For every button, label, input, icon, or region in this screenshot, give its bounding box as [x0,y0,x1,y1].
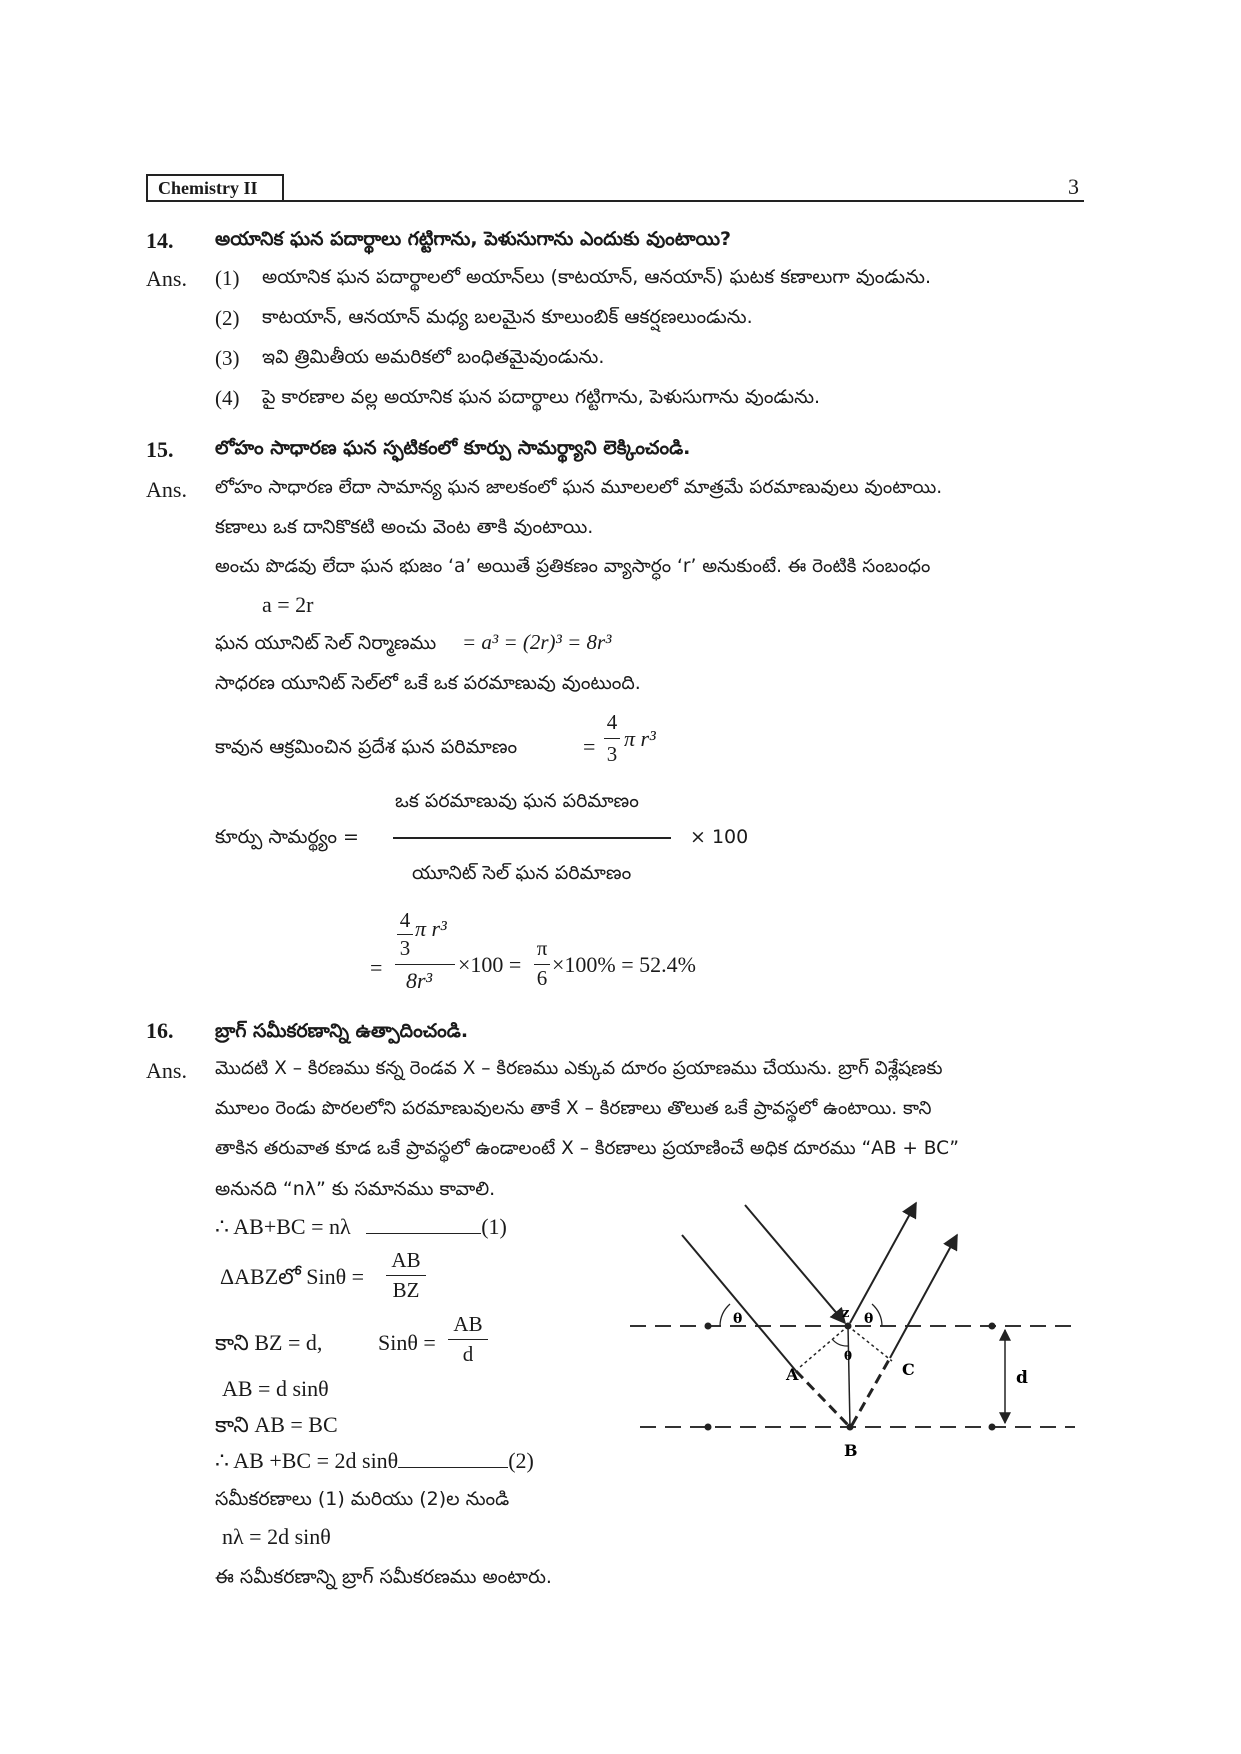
theta-arc-center [832,1339,848,1346]
q15-eq-a: a = 2r [262,592,314,617]
atom [705,1323,712,1330]
q14-point-3-text: ఇవి త్రిమితీయ అమరికలో బంధితమైవుండును. [262,346,605,368]
label-c: C [902,1360,915,1379]
incident-ray-2-dashed [796,1371,848,1425]
q16-sin2: Sinθ = [378,1330,436,1355]
q14-point-4-text: పై కారణాల వల్ల అయానిక ఘన పదార్థాలు గట్టిగాను, పెళుసుగాను వుండును. [262,386,821,408]
q15-pf-label: కూర్పు సామర్థ్యం = [215,826,359,848]
q15-pf-fraction-line [393,837,671,839]
atom [989,1323,996,1330]
q15-question: లోహం సాధారణ ఘన స్ఫటికంలో కూర్పు సామర్థ్యాని లెక్కించండి. [215,437,691,459]
q15-calc-eq: = [370,955,383,980]
q15-calc-six: 6 [536,966,548,990]
q15-calc-inner-num: 4 [399,908,411,932]
perp-za [800,1326,848,1367]
q16-bragg-equation: nλ = 2d sinθ [222,1524,331,1549]
q14-point-3-num: (3) [215,346,240,370]
incident-ray-1 [745,1205,845,1323]
reflected-ray-1 [850,1203,916,1323]
q15-calc-main-line [395,964,455,965]
theta-label-right: θ [864,1311,874,1327]
q15-volume-text: కావున ఆక్రమించిన ప్రదేశ ఘన పరిమాణం [215,736,518,758]
q16-tri-den: BZ [392,1278,420,1302]
reflected-ray-2-dashed [852,1358,890,1425]
q15-unit-cell-eq: = a³ = (2r)³ = 8r³ [462,630,612,654]
q16-eq2-tag: (2) [508,1448,534,1473]
q16-sin2-line [448,1339,488,1340]
q14-point-1-text: అయానిక ఘన పదార్థాలలో అయాన్‌లు (కాటయాన్, ఆనయాన్) ఘటక కణాలుగా వుండును. [262,266,932,288]
q16-kani-ab: కాని AB = BC [215,1412,338,1437]
q16-line-3: తాకిన తరువాత కూడ ఒకే ప్రావస్థలో ఉండాలంటే X – కిరణాలు ప్రయాణించే అధిక దూరము “AB + BC” [215,1138,959,1159]
theta-arc-right [872,1304,882,1326]
q16-sin2-den: d [462,1342,474,1366]
q16-final: ఈ సమీకరణాన్ని బ్రాగ్ సమీకరణము అంటారు. [215,1566,552,1588]
header-rule [284,200,1084,202]
q15-line-5: సాధరణ యూనిట్ సెల్‌లో ఒకే ఒక పరమాణువు వుంటుంది. [215,672,641,694]
q16-ans-label: Ans. [146,1058,187,1083]
header-subject-box [146,174,284,202]
q16-line-1: మొదటి X – కిరణము కన్న రెండవ X – కిరణము ఎక్కువ దూరం ప్రయాణము చేయును. బ్రాగ్ విశ్లేషణకు [215,1058,943,1079]
q16-eq2-blank [398,1449,508,1468]
q16-number: 16. [146,1018,174,1043]
q16-sin2-num: AB [453,1312,483,1336]
q16-line-2: మూలం రెండు పొరలలోని పరమాణువులను తాకే X – కిరణాలు తొలుత ఒకే ప్రావస్థలో ఉంటాయి. కాని [215,1098,932,1119]
q16-tri-num: AB [391,1248,421,1272]
header-subject: Chemistry II [158,178,258,198]
q16-eq1-blank [366,1215,481,1234]
q16-kani-bz: కాని BZ = d, [215,1330,323,1355]
q16-from-eq: సమీకరణాలు (1) మరియు (2)ల నుండి [215,1488,510,1510]
q16-eq1-tag: (1) [481,1214,507,1239]
q15-number: 15. [146,437,174,462]
label-z: z [842,1306,850,1321]
q15-calc-den: 8r³ [406,968,433,993]
q16-line-4: అనునది “nλ” కు సమానము కావాలి. [215,1178,496,1200]
q15-line-3: అంచు పొడవు లేదా ఘన భుజం ‘a’ అయితే ప్రతికణం వ్యాసార్ధం ‘r’ అనుకుంటే. ఈ రెంటికి సంబంధం [215,556,931,577]
q15-calc-pi: π [536,936,548,960]
q14-ans-label: Ans. [146,266,187,291]
atom [705,1424,712,1431]
q14-point-2-num: (2) [215,306,240,330]
reflected-ray-2 [890,1235,957,1358]
bragg-diagram [620,1175,1090,1465]
incident-ray-2 [682,1235,796,1371]
q16-eq1 [215,1214,507,1240]
q15-line-1: లోహం సాధారణ లేదా సామాన్య ఘన జాలకంలో ఘన మూలలలో మాత్రమే పరమాణువులు వుంటాయి. [215,477,943,498]
q15-calc-pi6-line [534,964,550,965]
theta-label-center: θ [844,1349,853,1363]
q15-volume-frac-line [604,738,620,739]
atom [989,1424,996,1431]
normal-zb [848,1326,850,1427]
q15-line-2: కణాలు ఒక దానికొకటి అంచు వెంట తాకి వుంటాయి. [215,516,594,538]
q15-volume-pi-r3: π r³ [624,726,656,751]
q16-eq1-text: ∴ AB+BC = nλ [215,1214,351,1239]
q15-calc-result: ×100% = 52.4% [552,952,696,977]
q14-number: 14. [146,228,174,253]
perp-zc [848,1326,892,1361]
q16-eq2 [215,1448,534,1474]
q16-eq2-text: ∴ AB +BC = 2d sinθ [215,1448,399,1473]
q16-question: బ్రాగ్ సమీకరణాన్ని ఉత్పాదించండి. [215,1020,469,1042]
q15-volume-frac-den: 3 [606,742,618,766]
q15-unit-cell-text: ఘన యూనిట్ సెల్ నిర్మాణము [215,632,437,654]
label-d: d [1016,1368,1028,1388]
q15-calc-times1: ×100 = [458,952,522,977]
q15-calc-inner-den: 3 [399,936,411,960]
q14-point-4-num: (4) [215,386,240,410]
q15-pf-times: × 100 [690,826,749,848]
q15-volume-eq: = [583,734,596,759]
q14-question: అయానిక ఘన పదార్థాలు గట్టిగాను, పెళుసుగాను ఎందుకు వుంటాయి? [215,228,732,250]
q15-pf-numerator: ఒక పరమాణువు ఘన పరిమాణం [395,790,639,812]
q15-calc-inner-line [397,934,413,935]
theta-label-left: θ [733,1311,743,1327]
label-b: B [844,1441,858,1460]
q15-calc-pi-r3: π r³ [415,916,447,941]
q14-point-2-text: కాటయాన్, ఆనయాన్ మధ్య బలమైన కూలుంబిక్ ఆకర్షణలుండును. [262,306,753,328]
theta-arc-left [720,1304,730,1326]
q15-ans-label: Ans. [146,477,187,502]
q15-volume-frac-num: 4 [606,710,618,734]
page-number: 3 [1068,174,1079,199]
q14-point-1-num: (1) [215,266,240,290]
q15-pf-denominator: యూనిట్ సెల్ ఘన పరిమాణం [412,862,632,884]
q16-tri-line [386,1275,426,1276]
q16-tri-label: ΔABZలో Sinθ = [220,1264,365,1289]
label-a: A [786,1365,799,1384]
q16-ab-eq: AB = d sinθ [222,1376,329,1401]
